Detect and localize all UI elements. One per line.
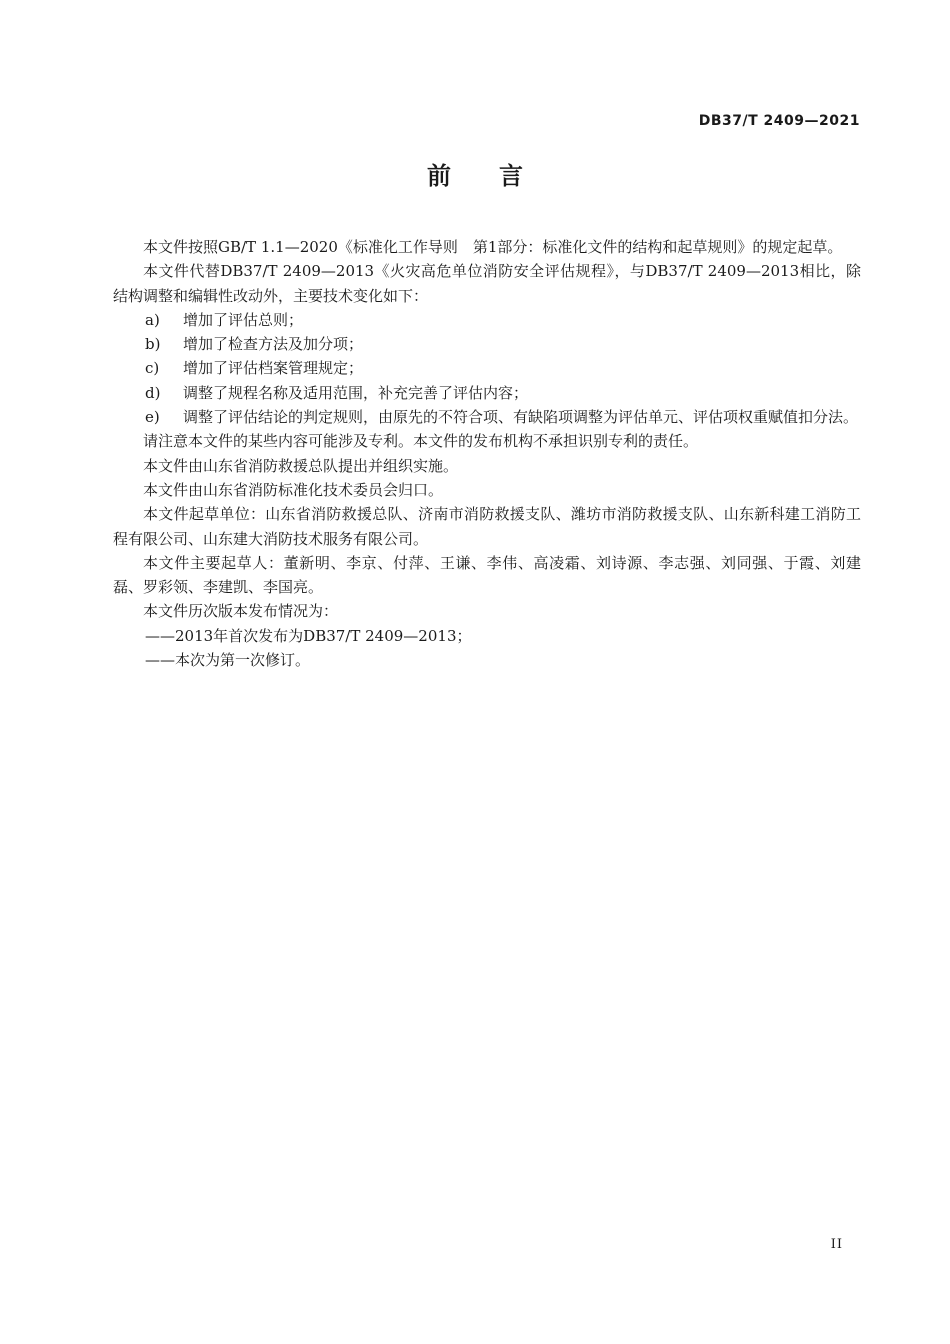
list-item-text: 调整了评估结论的判定规则，由原先的不符合项、有缺陷项调整为评估单元、评估项权重赋值扣分法。 bbox=[183, 408, 859, 427]
list-item-text: 增加了评估档案管理规定； bbox=[183, 359, 364, 378]
paragraph-committee: 本文件由山东省消防标准化技术委员会归口。 bbox=[143, 480, 444, 499]
paragraph-drafting-rules: 本文件按照GB/T 1.1—2020《标准化工作导则 第1部分：标准化文件的结构和起草规则》的规定起草。 bbox=[143, 238, 843, 256]
page-number: II bbox=[830, 1237, 843, 1252]
paragraph-proposer: 本文件由山东省消防救援总队提出并组织实施。 bbox=[143, 456, 459, 475]
history-item: ——2013年首次发布为DB37/T 2409—2013； bbox=[145, 626, 472, 645]
list-item bbox=[113, 356, 861, 380]
paragraph-replaces: 本文件代替DB37/T 2409—2013《火灾高危单位消防安全评估规程》，与DB37/T 2409—2013相比，除结构调整和编辑性改动外，主要技术变化如下： bbox=[113, 262, 861, 305]
list-marker: d) bbox=[145, 383, 161, 402]
title-char-2: 言 bbox=[499, 162, 523, 190]
foreword-body bbox=[113, 235, 861, 672]
title-char-1: 前 bbox=[427, 162, 451, 190]
list-item bbox=[113, 381, 861, 405]
paragraph-patent-notice: 请注意本文件的某些内容可能涉及专利。本文件的发布机构不承担识别专利的责任。 bbox=[143, 432, 699, 451]
list-marker: a) bbox=[145, 310, 160, 329]
history-item: ——本次为第一次修订。 bbox=[145, 651, 311, 670]
document-code: DB37/T 2409—2021 bbox=[698, 113, 860, 129]
paragraph-drafting-units: 本文件起草单位：山东省消防救援总队、济南市消防救援支队、潍坊市消防救援支队、山东新科建工消防工程有限公司、山东建大消防技术服务有限公司。 bbox=[113, 505, 861, 548]
paragraph-drafters: 本文件主要起草人：董新明、李京、付萍、王谦、李伟、高凌霜、刘诗源、李志强、刘同强、于霞、刘建磊、罗彩领、李建凯、李国亮。 bbox=[113, 553, 861, 597]
list-item-text: 增加了评估总则； bbox=[183, 310, 304, 329]
list-marker: c) bbox=[145, 359, 160, 378]
list-item bbox=[113, 405, 861, 429]
paragraph-history-intro: 本文件历次版本发布情况为： bbox=[143, 602, 339, 621]
list-marker: b) bbox=[145, 335, 161, 354]
list-item-text: 调整了规程名称及适用范围，补充完善了评估内容； bbox=[183, 383, 529, 402]
list-item-text: 增加了检查方法及加分项； bbox=[183, 335, 364, 354]
list-marker: e) bbox=[145, 408, 160, 427]
list-item bbox=[113, 332, 861, 356]
page-title bbox=[0, 156, 950, 191]
list-item bbox=[113, 308, 861, 332]
